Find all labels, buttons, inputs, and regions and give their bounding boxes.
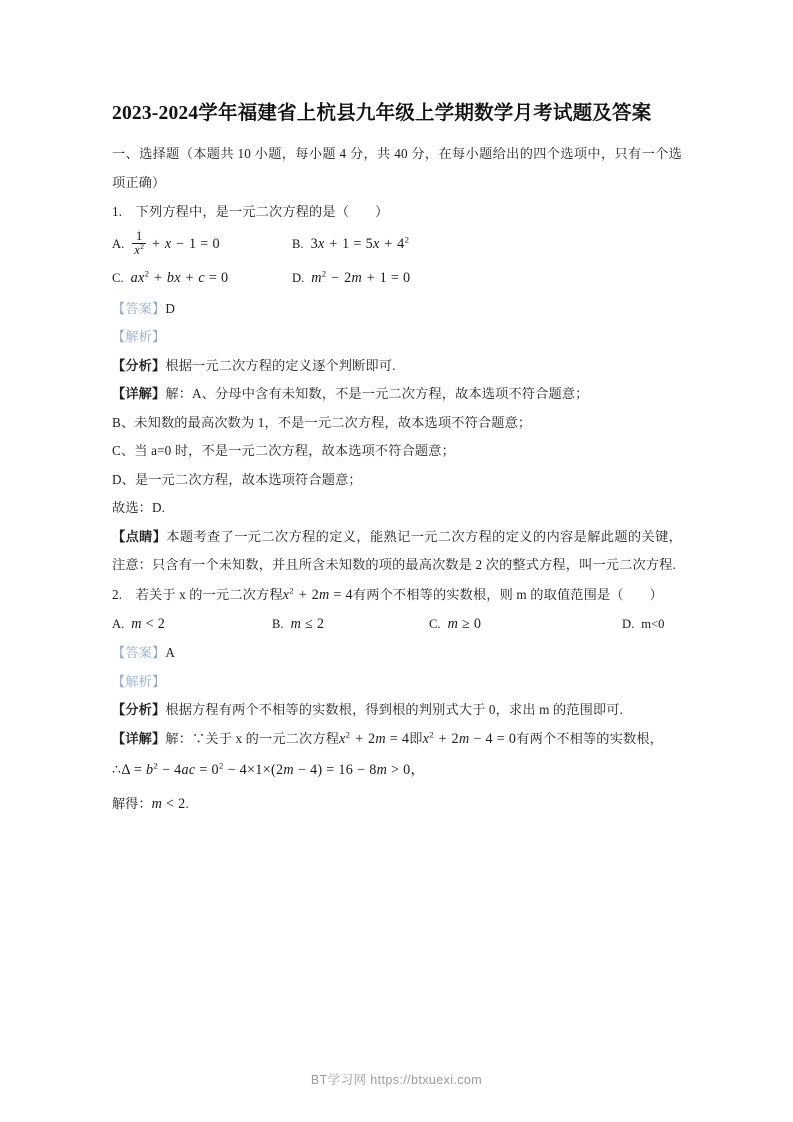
- fenxi-tag: 【分析】: [112, 702, 166, 717]
- question-2-number: 2.: [112, 586, 123, 602]
- answer-tag: 【答案】: [112, 645, 166, 660]
- question-1-stem-text: 下列方程中，是一元二次方程的是（: [135, 204, 350, 219]
- question-1-xiangjie: [112, 380, 682, 409]
- question-2-option-c: [429, 609, 622, 639]
- question-2-fenxi-text: 根据方程有两个不相等的实数根，得到根的判别式大于 0，求出 m 的范围即可.: [165, 702, 624, 717]
- question-2-solution: [112, 787, 682, 821]
- question-2-xiangjie-mid: 即: [409, 730, 423, 746]
- option-b-label: B.: [292, 236, 304, 251]
- document-content: [112, 96, 682, 821]
- question-1-dianjing: [112, 523, 682, 580]
- footer-watermark: BT学习网 https://btxuexi.com: [310, 1073, 483, 1087]
- question-2-stem: [112, 581, 682, 610]
- option-a-label: A.: [112, 236, 125, 251]
- fraction-one-over-x-squared: [132, 230, 146, 257]
- question-2-xiangjie-pre: 解：∵关于 x 的一元二次方程: [165, 730, 340, 746]
- option-d-math: $m^2 - 2m + 1 = 0$: [311, 267, 411, 286]
- question-2-options-row: [112, 609, 682, 639]
- option-c-math: $ax^2$ + bx + c = 0: [130, 267, 229, 286]
- question-2-answer-line: [112, 639, 682, 668]
- solution-end: .: [185, 796, 189, 811]
- question-1-answer-value: D: [165, 300, 176, 316]
- option-a-label: A.: [112, 617, 125, 631]
- page-title: 2023-2024学年福建省上杭县九年级上学期数学月考试题及答案: [112, 103, 652, 124]
- question-1-analysis-tag-line: [112, 323, 682, 352]
- option-d-label: D.: [292, 270, 305, 285]
- question-1-option-c: [112, 261, 292, 295]
- option-a-math: $\frac{1}{x^2}$ + x − 1 = 0: [134, 228, 220, 257]
- discriminant-math: ∴Δ = $b^2 - 4ac = 0^2 - 4\times 1\times(2m - 4) = 16 - 8m > 0$，: [112, 760, 426, 778]
- xiangjie-math-1: $x^2 + 2m = 4$: [339, 728, 410, 747]
- option-b-math: $3x + 1 = 5x + 4^2$: [310, 233, 410, 252]
- question-2-option-a: [112, 609, 272, 639]
- xiangjie-tag: 【详解】: [112, 730, 166, 746]
- option-b-label: B.: [272, 617, 284, 631]
- question-2-xiangjie: [112, 725, 682, 754]
- fraction-denominator: $x^2$: [134, 241, 145, 257]
- question-2-xiangjie-post: 有两个不相等的实数根，: [516, 730, 663, 746]
- solution-math: m < 2: [151, 796, 186, 812]
- question-1-answer-line: [112, 295, 682, 324]
- question-1-xiangjie-line-c: C、当 a=0 时，不是一元二次方程，故本选项不符合题意；: [112, 443, 455, 458]
- question-2-analysis-tag-line: [112, 668, 682, 697]
- fenxi-tag: 【分析】: [112, 357, 166, 373]
- question-2-stem-pre: 若关于 x 的一元二次方程: [135, 586, 283, 602]
- question-1-option-d: [292, 261, 532, 295]
- question-1-options-row-1: [112, 227, 682, 261]
- option-c-label: C.: [112, 270, 124, 285]
- xiangjie-tag: 【详解】: [112, 386, 166, 401]
- option-d-label: D.: [622, 617, 635, 631]
- question-1-option-b: [292, 227, 532, 261]
- question-1-fenxi-text: 根据一元二次方程的定义逐个判断即可.: [165, 357, 396, 373]
- question-1-xiangjie-lead: 解：A、分母中含有未知数，不是一元二次方程，故本选项不符合题意；: [165, 386, 589, 401]
- question-2-stem-math: $x^2 + 2m = 4$: [282, 584, 353, 603]
- question-1-stem: [112, 198, 682, 227]
- option-c-math: m ≥ 0: [447, 616, 482, 632]
- solution-lead: 解得：: [112, 796, 152, 811]
- question-2-answer-value: A: [165, 645, 176, 660]
- question-1-number: 1.: [112, 204, 123, 219]
- question-2-discriminant: [112, 753, 682, 787]
- question-1-option-a: [112, 227, 292, 261]
- question-2-fenxi: [112, 696, 682, 725]
- question-2-option-b: [272, 609, 429, 639]
- question-1-conclusion: 故选：D.: [112, 500, 166, 515]
- question-2-stem-close: ）: [649, 586, 663, 602]
- section-heading: 一、选择题（本题共 10 小题，每小题 4 分，共 40 分，在每小题给出的四个选项中，只有一个选项正确）: [112, 146, 682, 190]
- question-1-dianjing-text: 本题考查了一元二次方程的定义，能熟记一元二次方程的定义的内容是解此题的关键，注意：只含有一个未知数，并且所含未知数的项的最高次数是 2 次的整式方程，叫一元二次方程.: [112, 528, 682, 572]
- option-a-math: m < 2: [131, 616, 166, 632]
- question-1-xiangjie-line-b: B、未知数的最高次数为 1，不是一元二次方程，故本选项不符合题意；: [112, 414, 532, 430]
- question-2-stem-post: 有两个不相等的实数根，则 m 的取值范围是（: [352, 586, 624, 602]
- analysis-tag: 【解析】: [112, 329, 166, 344]
- question-1-fenxi: [112, 352, 682, 381]
- option-b-math: m ≤ 2: [290, 616, 325, 632]
- answer-tag: 【答案】: [112, 300, 166, 316]
- xiangjie-math-2: $x^2 + 2m - 4 = 0$: [422, 728, 517, 747]
- analysis-tag: 【解析】: [112, 673, 166, 689]
- question-1-xiangjie-line-d: D、是一元二次方程，故本选项符合题意；: [112, 471, 362, 487]
- dianjing-tag: 【点睛】: [112, 528, 167, 544]
- question-1-stem-close: ）: [375, 204, 389, 219]
- question-1-options-row-2: [112, 261, 682, 295]
- question-2-option-d: [622, 609, 664, 639]
- fraction-numerator: 1: [135, 228, 143, 243]
- option-c-label: C.: [429, 617, 441, 631]
- option-d-math: m<0: [641, 617, 665, 631]
